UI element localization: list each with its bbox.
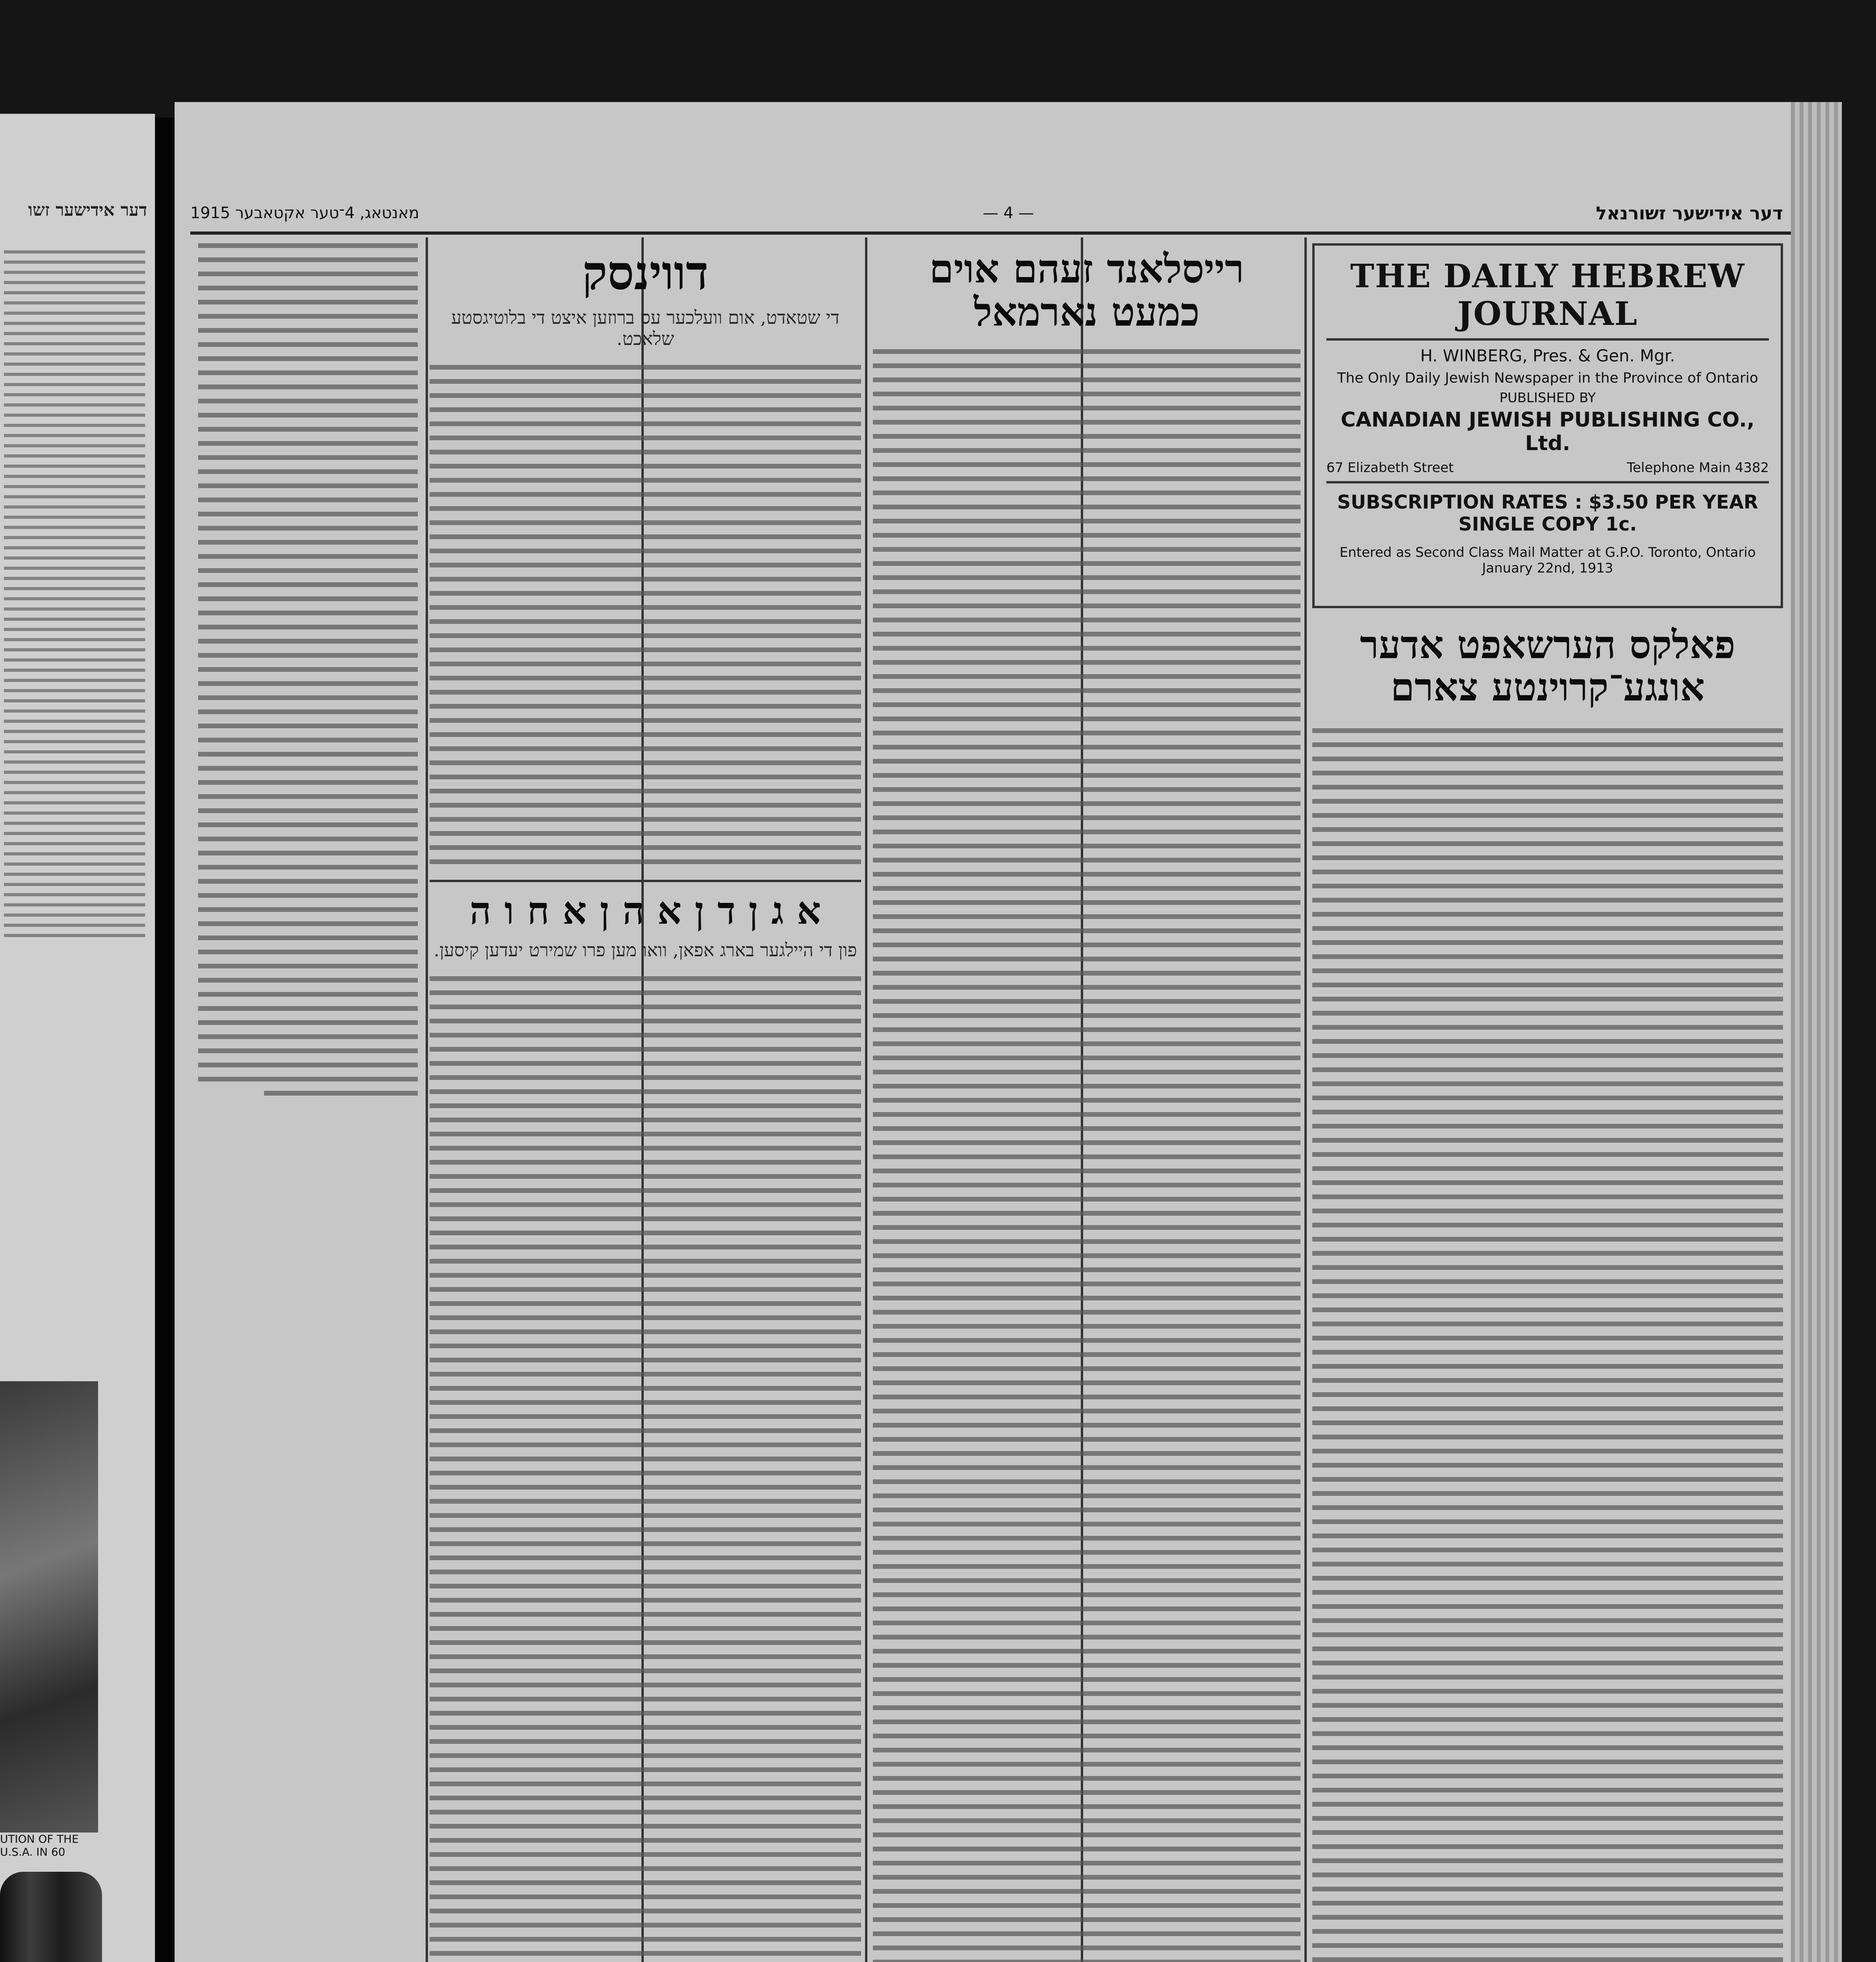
a-n-headline: א ג ן ד ן א ה ן א ח ו ה [470, 888, 821, 933]
masthead-editor: H. WINBERG, Pres. & Gen. Mgr. [1420, 346, 1675, 365]
masthead-published-by: PUBLISHED BY [1499, 390, 1596, 406]
page-number: — 4 — [983, 204, 1034, 222]
masthead-title: THE DAILY HEBREW JOURNAL [1350, 257, 1745, 333]
russia-headline-line-2: כמעט נארמאל [973, 289, 1200, 335]
masthead-telephone: Telephone Main 4382 [1627, 460, 1769, 476]
dvinsk-headline: דווינסק [582, 245, 709, 301]
advertisement-photo [0, 1381, 98, 1833]
left-page-fragment [0, 114, 155, 1962]
column-rule [426, 237, 428, 1962]
masthead-box [1312, 243, 1783, 608]
beer-bottle-illustration [0, 1872, 102, 1962]
masthead-address: 67 Elizabeth Street [1326, 460, 1454, 476]
editorial-headline: פאלקס הערשאפט אדער אונגע־קרוינטע צארם [1360, 622, 1736, 710]
paper-name: דער אידישער זשורנאל [1596, 202, 1783, 224]
column-1 [198, 243, 418, 1962]
left-page-text-block [4, 243, 145, 944]
russia-headline-line-1: רייסלאנד זעהם אוים [929, 246, 1244, 292]
running-head [175, 200, 1791, 228]
left-page-header: דער אידישער זשו [28, 200, 147, 220]
masthead-company: CANADIAN JEWISH PUBLISHING CO., Ltd. [1341, 408, 1755, 455]
advertisement-caption: UTION OF THE U.S.A. IN 60 [0, 1833, 79, 1858]
mail-entry-notice: Entered as Second Class Mail Matter at G.P.O. Toronto, Ontario [1339, 545, 1756, 560]
subscription-rates: SUBSCRIPTION RATES : $3.50 PER YEAR [1337, 491, 1758, 513]
masthead-address-row [1326, 460, 1769, 476]
newspaper-page [175, 102, 1842, 1962]
header-rule [190, 232, 1791, 235]
masthead-tagline: The Only Daily Jewish Newspaper in the Province of Ontario [1337, 370, 1758, 386]
a-n-byline: פון די היילגער בארג אפאן, וואו מען פרו שמירט יעדען קיסען. [433, 939, 857, 961]
single-copy-price: SINGLE COPY 1c. [1458, 513, 1637, 535]
column-2-dvinsk [430, 243, 861, 1962]
column-rule [865, 237, 867, 1962]
issue-date: מאנטאג, 4־טער אקטאבער 1915 [190, 204, 419, 222]
column-3-russia [873, 243, 1300, 1962]
mail-entry-date: January 22nd, 1913 [1482, 560, 1614, 576]
dvinsk-byline: די שטאדט, אום וועלכער עס ברוזען איצט די בלוטיגסטע שלאכט. [451, 307, 840, 349]
page-gutter [155, 118, 175, 1962]
column-rule [1304, 237, 1307, 1962]
page-stack-edge [1791, 102, 1842, 1962]
column-4-editorial [1312, 620, 1783, 1962]
